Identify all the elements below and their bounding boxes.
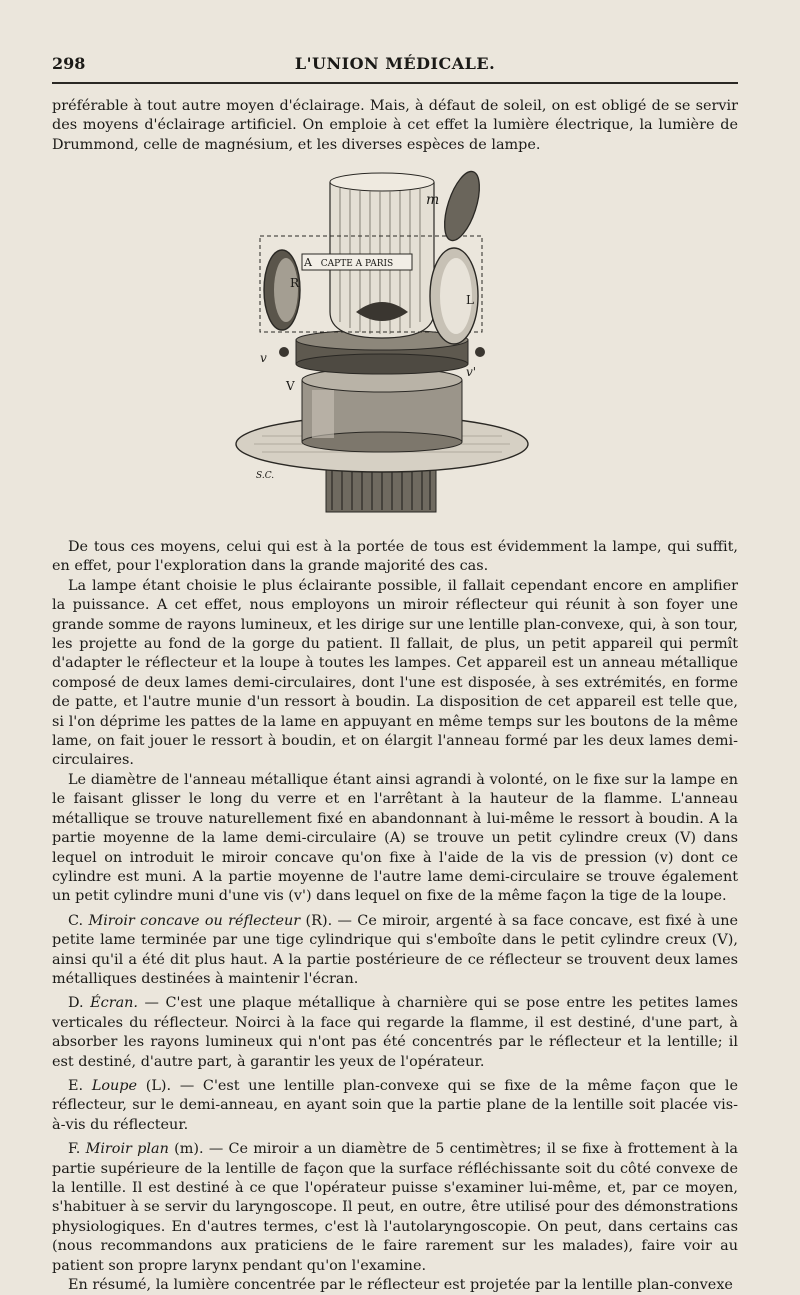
page-header: [52, 50, 738, 76]
item-c-text: — Ce miroir, argenté à sa face concave, est fixé à une petite lame terminée par une tige cylindrique qui s'emboîte dans le petit cylindre creux (V), ainsi qu'il a été dit plus haut. A la partie postérieure de ce réflecteur se trouvent deux lames métalliques destinées à maintenir l'écran.: [52, 912, 738, 987]
item-d-text: — C'est une plaque métallique à charnière qui se pose entre les petites lames verticales du réflecteur. Noirci à la face qui regarde la flamme, il est destiné, d'une part, à absorber les rayons lumineux qui n'ont pas été concentrés par le réflecteur et la lentille; il est destiné, d'autre part, à garantir les yeux de l'opérateur.: [52, 995, 739, 1070]
item-d-label: D.: [68, 995, 84, 1012]
item-f: [52, 1140, 738, 1276]
label-a: A: [304, 256, 312, 269]
article-body: [52, 538, 738, 1295]
plane-mirror-m: [438, 167, 487, 244]
item-f-text: — Ce miroir a un diamètre de 5 centimètres; il se fixe à frottement à la partie supérieure de la lentille de façon que la surface réfléchissante soit du côté convexe de la lentille. Il est destiné à ce que l'opérateur puisse s'examiner lui-même, et, par ce moyen, s'habituer à se servir du laryngoscope. Il peut, en outre, être utilisé pour des démonstrations physiologiques. En d'autres termes, c'est là l'autolaryngoscopie. On peut, dans certains cas (nous recommandons aux praticiens de le faire rarement sur les malades), faire voir au patient son propre larynx pendant qu'on l'examine.: [52, 1141, 739, 1274]
item-f-ref: (m).: [174, 1141, 204, 1158]
item-c: [52, 912, 738, 990]
item-c-term: Miroir concave ou réflecteur: [88, 912, 301, 929]
journal-title: L'UNION MÉDICALE.: [294, 53, 496, 73]
item-e-term: Loupe: [91, 1077, 138, 1094]
lamp-reservoir: [302, 368, 462, 452]
item-c-label: C.: [68, 912, 84, 929]
item-f-term: Miroir plan: [85, 1141, 169, 1158]
maker-label: CAPTE A PARIS: [320, 259, 394, 269]
item-e-text: — C'est une lentille plan-convexe qui se fixe de la même façon que le réflecteur, sur le demi-anneau, en ayant soin que la partie plane de la lentille soit placée vis-à-vis du réflecteur.: [52, 1077, 738, 1133]
intro-paragraph: préférable à tout autre moyen d'éclairage. Mais, à défaut de soleil, on est obligé de se servir des moyens d'éclairage artificiel. On emploie à cet effet la lumière électrique, la lumière de Drummond, celle de magnésium, et les diverses espèces de lampe.: [52, 98, 738, 153]
item-c-ref: (R).: [305, 912, 333, 929]
paragraph-moyens: De tous ces moyens, celui qui est à la portée de tous est évidemment la lampe, qui suffit, en effet, pour l'exploration dans la grande majorité des cas.: [52, 539, 738, 575]
concave-mirror-r: [264, 250, 300, 330]
label-v-upper: V: [286, 379, 295, 393]
item-e: [52, 1077, 738, 1135]
page-number: 298: [52, 53, 86, 73]
item-d-term: Écran.: [90, 995, 139, 1012]
label-m: m: [426, 192, 440, 208]
laryngoscope-lamp-figure: [234, 162, 550, 520]
item-e-label: E.: [68, 1077, 84, 1094]
item-e-ref: (L).: [145, 1077, 172, 1094]
label-v-lower: v: [260, 351, 267, 365]
paragraph-diametre: Le diamètre de l'anneau métallique étant ainsi agrandi à volonté, on le fixe sur la lampe en le faisant glisser le long du verre et en l'arrêtant à la hauteur de la flamme. L'anneau métallique se trouve naturellement fixé en abandonnant à lui-même le ressort à boudin. A la partie moyenne de la lame demi-circulaire (A) se trouve un petit cylindre creux (V) dans lequel on introduit le miroir concave qu'on fixe à l'aide de la vis de pression (v) dont ce cylindre est muni. A la partie moyenne de l'autre lame demi-circulaire se trouve également un petit cylindre muni d'une vis (v') dans lequel on fixe de la même façon la tige de la loupe.: [52, 771, 738, 905]
header-rule: [52, 82, 738, 84]
label-v-prime: v': [466, 365, 477, 379]
item-f-label: F.: [68, 1141, 81, 1158]
engraver-mark: S.C.: [256, 471, 275, 481]
label-l: L: [466, 293, 474, 307]
item-d: [52, 994, 738, 1072]
paragraph-lampe: La lampe étant choisie le plus éclairante possible, il fallait cependant encore en amplifier la puissance. A cet effet, nous employons un miroir réflecteur qui réunit à son foyer une grande somme de rayons lumineux, et les dirige sur une lentille plan-convexe, qui, à son tour, les projette au fond de la gorge du patient. Il fallait, de plus, un petit appareil qui permît d'adapter le réflecteur et la loupe à toutes les lampes. Cet appareil est un anneau métallique composé de deux lames demi-circulaires, dont l'une est disposée, à ses extrémités, en forme de patte, et l'autre munie d'un ressort à boudin. La disposition de cet appareil est telle que, si l'on déprime les pattes de la lame en appuyant en même temps sur les boutons de la même lame, on fait jouer le ressort à boudin, et on élargit l'anneau formé par les deux lames demi-circulaires.: [52, 577, 738, 769]
label-r: R: [290, 276, 300, 290]
paragraph-resume: En résumé, la lumière concentrée par le réflecteur est projetée par la lentille plan-convexe: [68, 1277, 733, 1294]
